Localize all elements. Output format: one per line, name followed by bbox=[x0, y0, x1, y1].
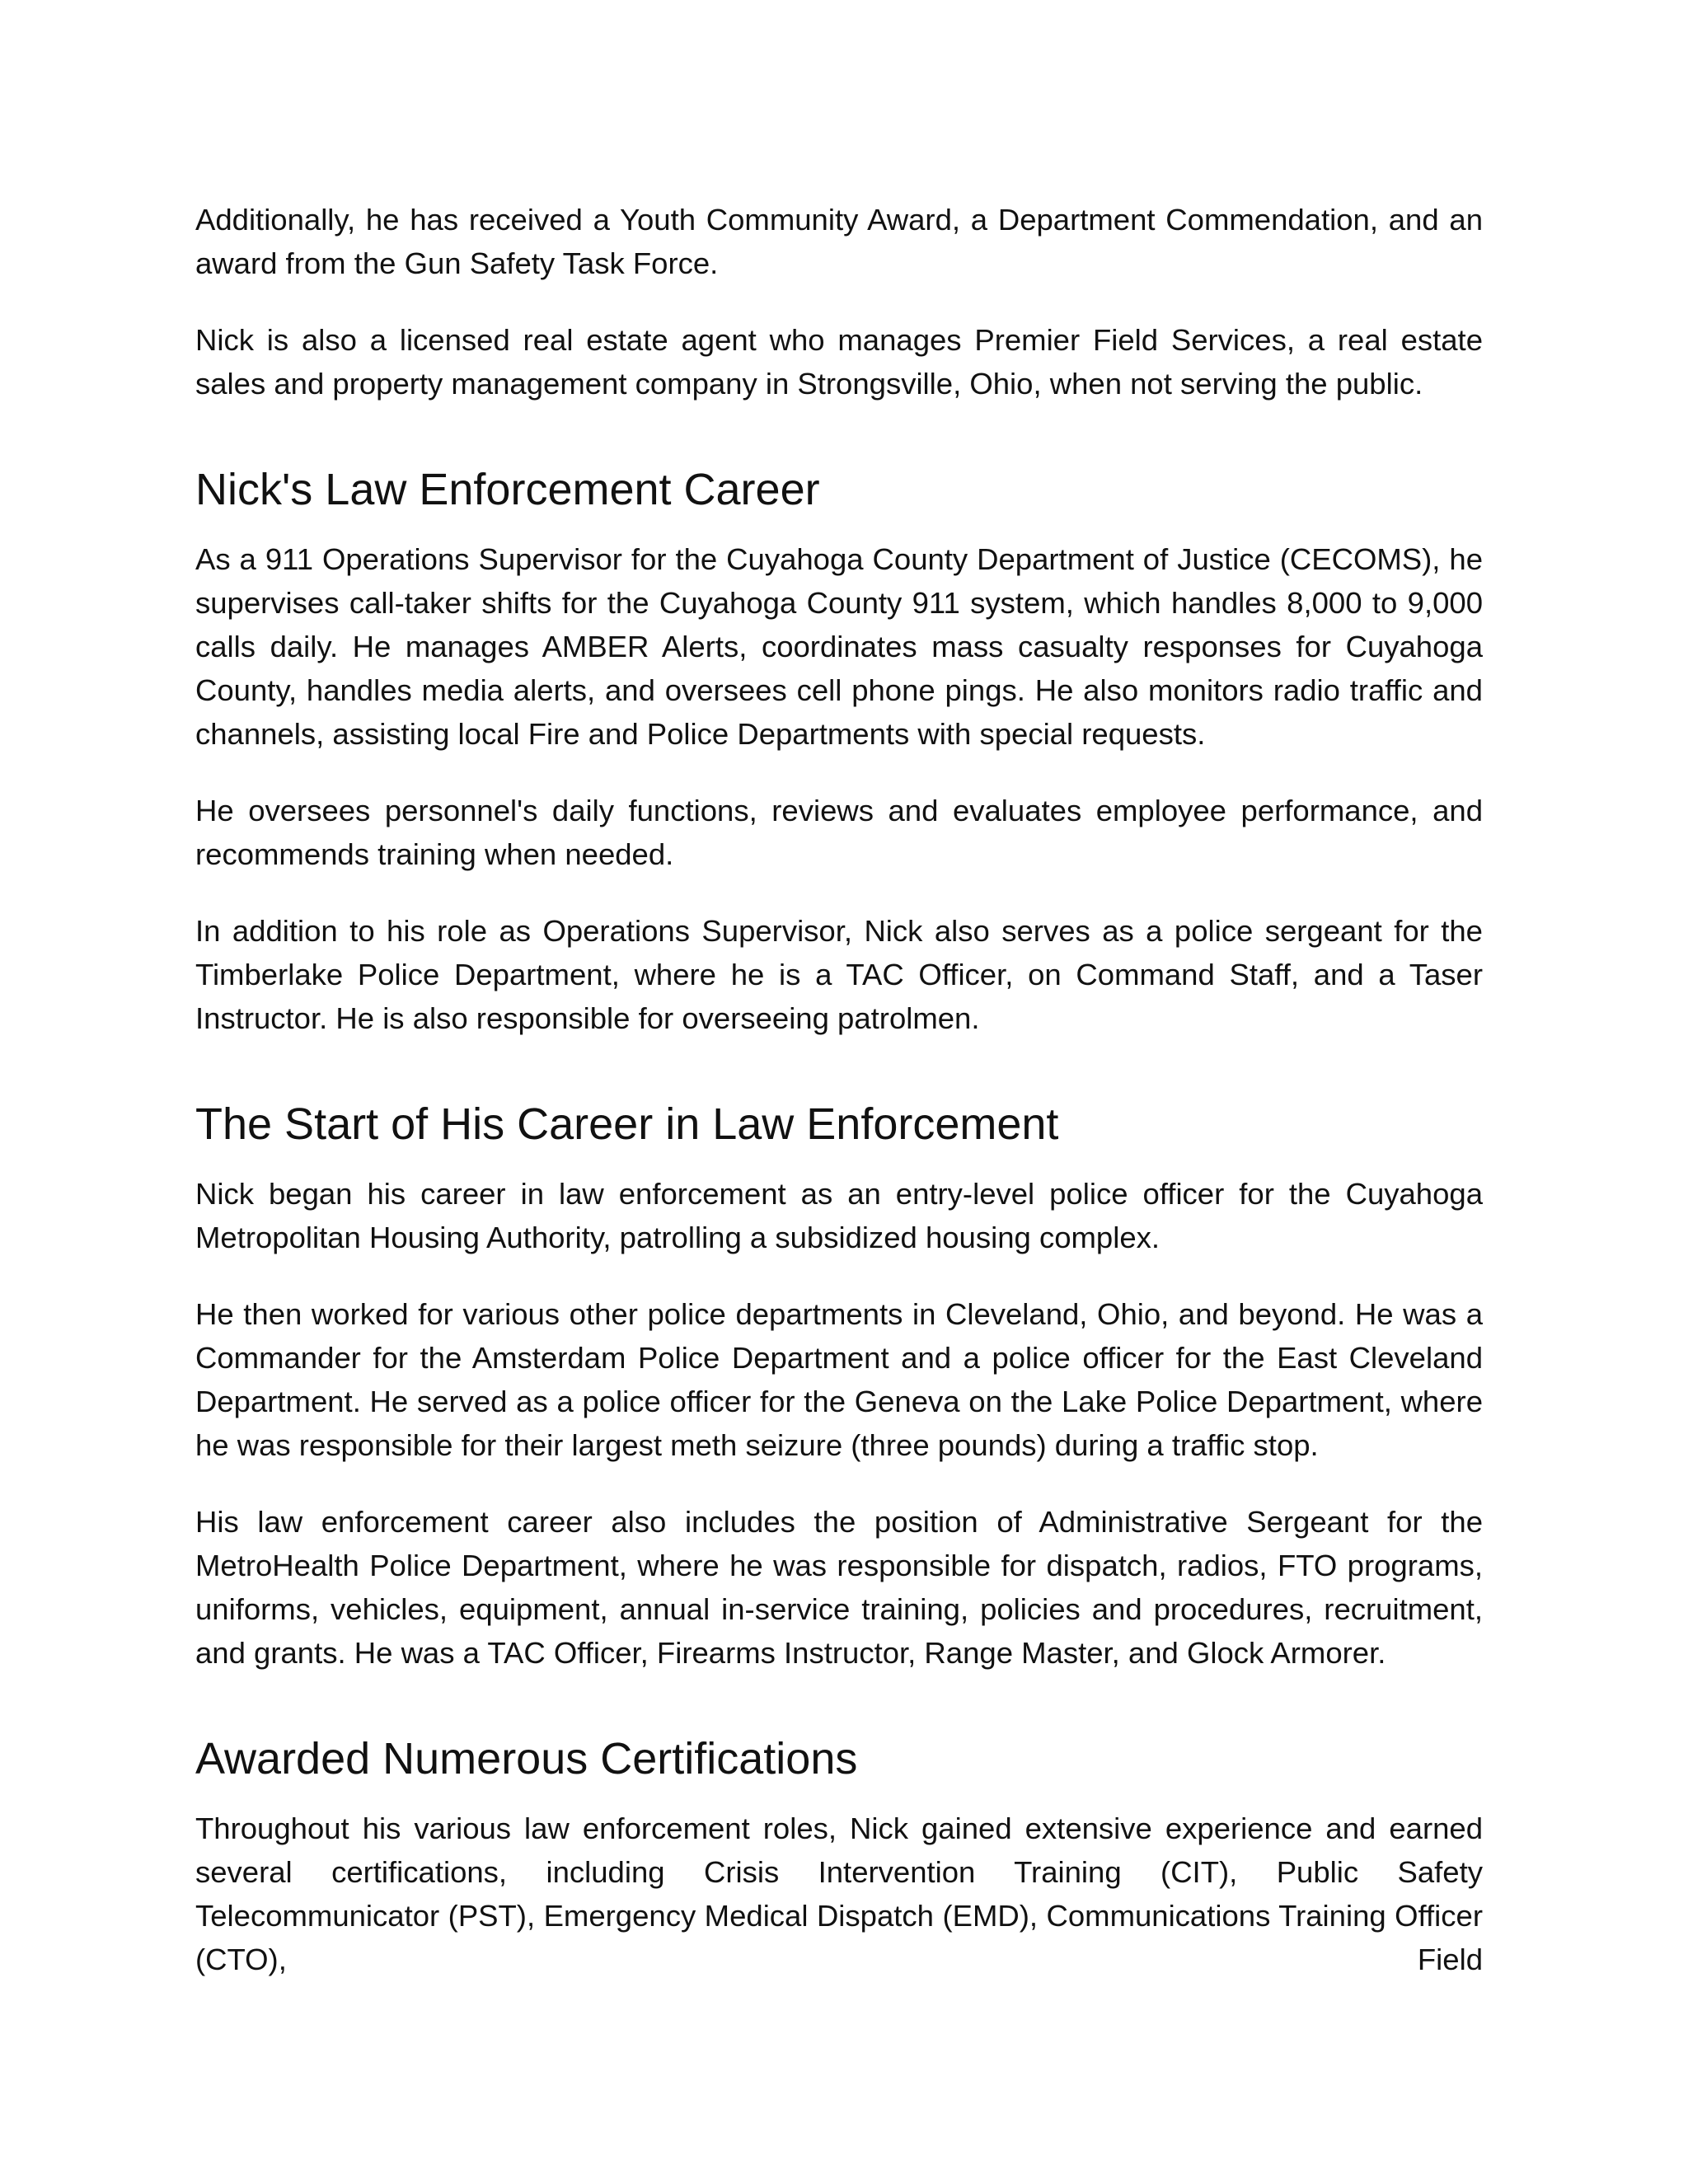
document-page bbox=[195, 198, 1483, 1981]
paragraph-911-supervisor: As a 911 Operations Supervisor for the Cuyahoga County Department of Justice (CECOMS), he supervises call-taker shifts for the Cuyahoga County 911 system, which handles 8,000 to 9,000 calls daily. He manages AMBER Alerts, coordinates mass casualty responses for Cuyahoga County, handles media alerts, and oversees cell phone pings. He also monitors radio traffic and channels, assisting local Fire and Police Departments with special requests. bbox=[195, 542, 1483, 751]
paragraph-timberlake: In addition to his role as Operations Supervisor, Nick also serves as a police sergeant for the Timberlake Police Department, where he is a TAC Officer, on Command Staff, and a Taser Instructor. He is also responsible for overseeing patrolmen. bbox=[195, 914, 1483, 1035]
section-heading-career: Nick's Law Enforcement Career bbox=[195, 465, 820, 514]
paragraph-awards: Additionally, he has received a Youth Community Award, a Department Commendation, and an award from the Gun Safety Task Force. bbox=[195, 203, 1483, 280]
paragraph-certifications: Throughout his various law enforcement roles, Nick gained extensive experience and earned several certifications, including Crisis Intervention Training (CIT), Public Safety Telecommunicator (PST), Emergency Medical Dispatch (EMD), Communications Training Officer (CTO), Field bbox=[195, 1811, 1483, 1976]
paragraph-real-estate: Nick is also a licensed real estate agent who manages Premier Field Services, a real estate sales and property management company in Strongsville, Ohio, when not serving the public. bbox=[195, 323, 1483, 401]
section-heading-certifications: Awarded Numerous Certifications bbox=[195, 1734, 858, 1783]
section-heading-start: The Start of His Career in Law Enforcement bbox=[195, 1099, 1059, 1149]
paragraph-personnel: He oversees personnel's daily functions, reviews and evaluates employee performance, and recommends training when needed. bbox=[195, 794, 1483, 871]
paragraph-departments: He then worked for various other police departments in Cleveland, Ohio, and beyond. He was a Commander for the Amsterdam Police Department and a police officer for the East Cleveland Department. He served as a police officer for the Geneva on the Lake Police Department, where he was responsible for their largest meth seizure (three pounds) during a traffic stop. bbox=[195, 1297, 1483, 1462]
paragraph-cmha: Nick began his career in law enforcement as an entry-level police officer for the Cuyahoga Metropolitan Housing Authority, patrolling a subsidized housing complex. bbox=[195, 1177, 1483, 1254]
paragraph-metrohealth: His law enforcement career also includes the position of Administrative Sergeant for the MetroHealth Police Department, where he was responsible for dispatch, radios, FTO programs, uniforms, vehicles, equipment, annual in-service training, policies and procedures, recruitment, and grants. He was a TAC Officer, Firearms Instructor, Range Master, and Glock Armorer. bbox=[195, 1505, 1483, 1670]
